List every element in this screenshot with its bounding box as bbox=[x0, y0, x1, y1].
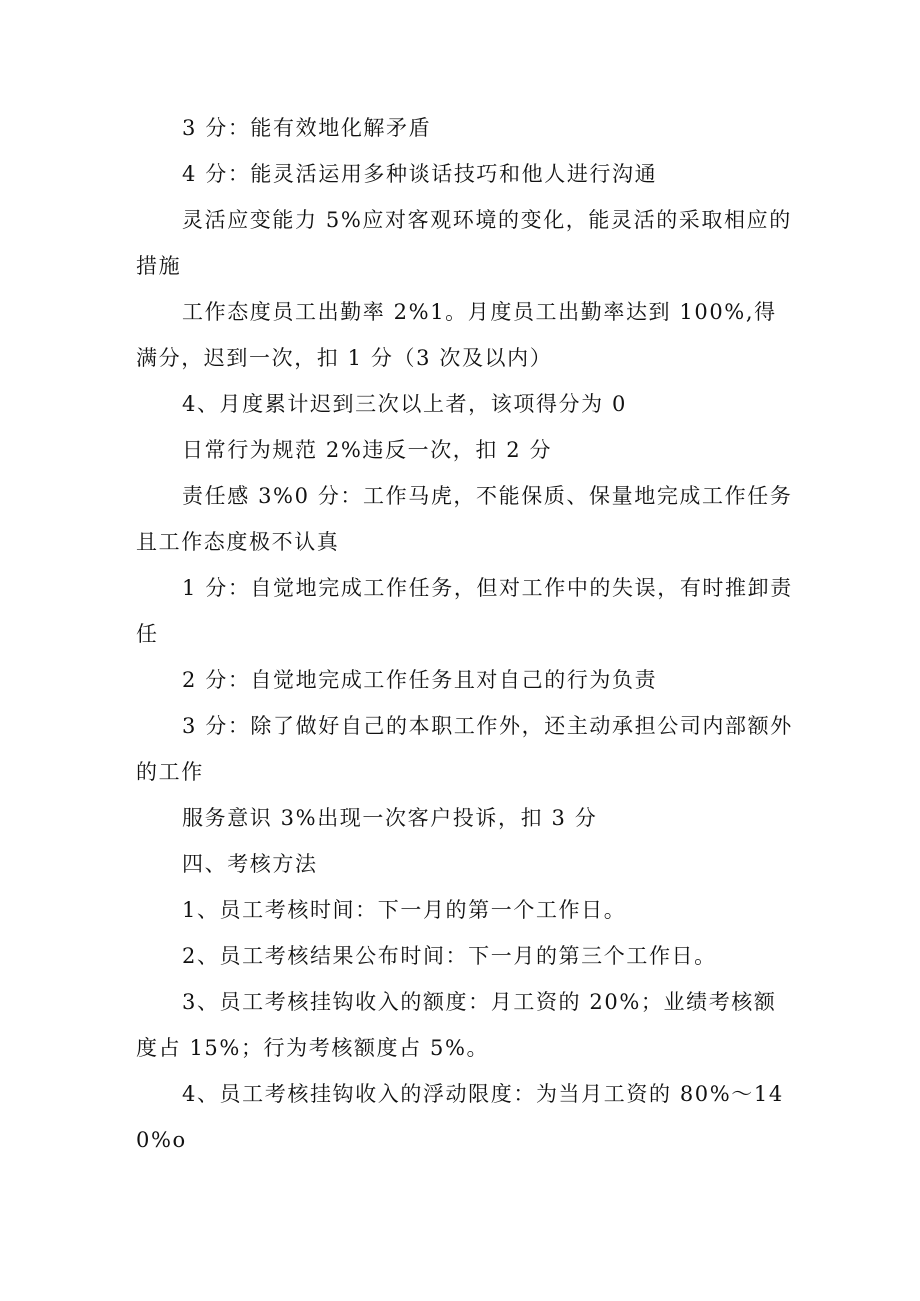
section-heading: 四、考核方法 bbox=[182, 852, 318, 876]
paragraph: 2、员工考核结果公布时间：下一月的第三个工作日。 bbox=[182, 944, 717, 968]
paragraph: 3 分：能有效地化解矛盾 bbox=[182, 116, 432, 140]
paragraph: 灵活应变能力 5%应对客观环境的变化，能灵活的采取相应的措施 bbox=[136, 208, 792, 278]
paragraph: 4、月度累计迟到三次以上者，该项得分为 0 bbox=[182, 392, 627, 416]
document-body bbox=[136, 105, 796, 1163]
paragraph: 责任感 3%0 分：工作马虎，不能保质、保量地完成工作任务且工作态度极不认真 bbox=[136, 484, 793, 554]
paragraph: 1、员工考核时间：下一月的第一个工作日。 bbox=[182, 898, 627, 922]
paragraph: 3 分：除了做好自己的本职工作外，还主动承担公司内部额外的工作 bbox=[136, 714, 793, 784]
paragraph: 3、员工考核挂钩收入的额度：月工资的 20%；业绩考核额度占 15%；行为考核额度占 5%。 bbox=[136, 990, 777, 1060]
paragraph: 日常行为规范 2%违反一次，扣 2 分 bbox=[182, 438, 553, 462]
paragraph: 1 分：自觉地完成工作任务，但对工作中的失误，有时推卸责任 bbox=[136, 576, 793, 646]
paragraph: 4 分：能灵活运用多种谈话技巧和他人进行沟通 bbox=[182, 162, 658, 186]
paragraph: 4、员工考核挂钩收入的浮动限度：为当月工资的 80%～140%o bbox=[136, 1082, 784, 1152]
paragraph: 服务意识 3%出现一次客户投诉，扣 3 分 bbox=[182, 806, 598, 830]
paragraph: 2 分：自觉地完成工作任务且对自己的行为负责 bbox=[182, 668, 658, 692]
paragraph: 工作态度员工出勤率 2%1。月度员工出勤率达到 100%,得满分，迟到一次，扣 1 分（3 次及以内） bbox=[136, 300, 777, 370]
